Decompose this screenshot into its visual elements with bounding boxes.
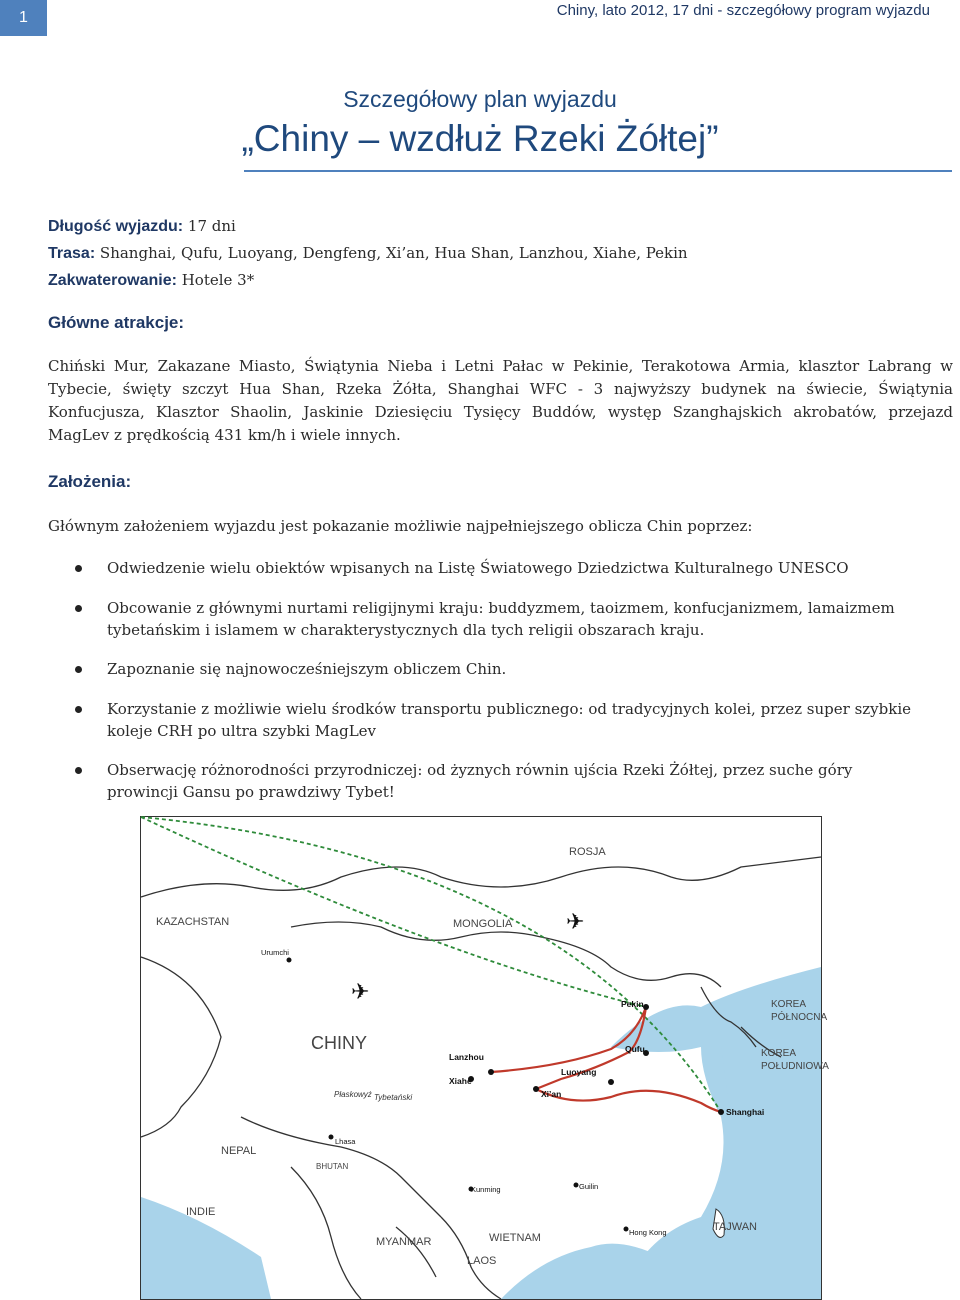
plane-icon: ✈ <box>351 980 370 1005</box>
label-luoyang: Luoyang <box>561 1067 597 1077</box>
attractions-heading: Główne atrakcje: <box>48 313 185 332</box>
label-korea-north-1: KOREA <box>771 999 807 1010</box>
label-plateau-2: Tybetański <box>374 1093 413 1102</box>
bullet-icon <box>75 706 82 713</box>
page-number: 1 <box>0 0 47 36</box>
title-underline <box>244 170 952 172</box>
lodging-line <box>48 270 254 291</box>
label-urumchi: Urumchi <box>261 948 289 957</box>
bullet-icon <box>75 605 82 612</box>
document-subtitle: Szczegółowy plan wyjazdu <box>343 86 617 112</box>
map-svg <box>141 817 829 1299</box>
list-item-text: Odwiedzenie wielu obiektów wpisanych na Listę Światowego Dziedzictwa Kulturalnego UNESCO <box>107 559 849 577</box>
label-korea-south-1: KOREA <box>761 1048 797 1059</box>
label-plateau-1: Płaskowyż <box>334 1090 372 1099</box>
label-kazachstan: KAZACHSTAN <box>156 916 230 928</box>
bullet-icon <box>75 565 82 572</box>
label-rosja: ROSJA <box>569 846 606 858</box>
label-laos: LAOS <box>467 1255 497 1267</box>
label-lanzhou: Lanzhou <box>449 1052 484 1062</box>
list-item-text: Obcowanie z głównymi nurtami religijnymi kraju: buddyzmem, taoizmem, konfucjanizmem, lamaizmem tybetańskim i islamem w charakterystycznych dla tych religii obszarach kraju. <box>107 599 895 639</box>
attractions-text: Chiński Mur, Zakazane Miasto, Świątynia Nieba i Letni Pałac w Pekinie, Terakotowa Armia, klasztor Labrang w Tybecie, święty szczyt Hua Shan, Rzeka Żółta, Shanghai WFC - 3 najwyższy budynek na świecie, Świątynia Konfucjusza, Klasztor Shaolin, Jaskinie Dziesięciu Tysięcy Buddów, występ Szanghajskich akrobatów, przejazd MagLev z prędkością 431 km/h i wiele innych. <box>48 357 953 444</box>
document-title: „Chiny – wzdłuż Rzeki Żółtej” <box>241 118 719 159</box>
length-value: 17 dni <box>187 217 236 235</box>
route-map <box>140 816 829 1300</box>
label-guilin: Guilin <box>579 1182 599 1191</box>
label-myanmar: MYANMAR <box>376 1236 432 1248</box>
running-header: Chiny, lato 2012, 17 dni - szczegółowy program wyjazdu <box>556 2 930 19</box>
label-pekin: Pekin <box>621 999 644 1009</box>
route-value: Shanghai, Qufu, Luoyang, Dengfeng, Xi’an, Hua Shan, Lanzhou, Xiahe, Pekin <box>99 244 688 262</box>
label-mongolia: MONGOLIA <box>453 918 513 930</box>
label-xiahe: Xiahe <box>449 1076 472 1086</box>
route-line <box>48 243 688 264</box>
label-nepal: NEPAL <box>221 1145 257 1157</box>
label-indie: INDIE <box>186 1206 216 1218</box>
list-item <box>48 698 928 742</box>
list-item-text: Korzystanie z możliwie wielu środków transportu publicznego: od tradycyjnych kolei, przez super szybkie koleje CRH po ultra szybki MagLev <box>107 700 912 740</box>
label-hongkong: Hong Kong <box>629 1228 667 1237</box>
list-item <box>48 658 928 680</box>
lodging-value: Hotele 3* <box>181 271 255 289</box>
label-korea-north-2: PÓŁNOCNA <box>771 1012 828 1023</box>
label-tajwan: TAJWAN <box>713 1221 757 1233</box>
assumptions-intro: Głównym założeniem wyjazdu jest pokazanie możliwie najpełniejszego oblicza Chin poprzez: <box>48 517 753 535</box>
route-label: Trasa: <box>48 245 96 262</box>
list-item <box>48 557 928 579</box>
label-kunming: Kunming <box>471 1185 501 1194</box>
label-wietnam: WIETNAM <box>489 1232 541 1244</box>
lodging-label: Zakwaterowanie: <box>48 272 177 289</box>
list-item <box>48 597 928 641</box>
label-qufu: Qufu <box>625 1044 645 1054</box>
length-label: Długość wyjazdu: <box>48 218 184 235</box>
label-bhutan: BHUTAN <box>316 1162 349 1171</box>
list-item-text: Obserwację różnorodności przyrodniczej: od żyznych równin ujścia Rzeki Żółtej, przez suche góry prowincji Gansu po prawdziwy Tybet! <box>107 761 853 801</box>
bullet-icon <box>75 666 82 673</box>
label-shanghai: Shanghai <box>726 1107 765 1117</box>
plane-icon: ✈ <box>566 910 585 935</box>
flight-routes <box>141 817 721 1112</box>
sea-south <box>501 1244 661 1299</box>
bullet-icon <box>75 767 82 774</box>
label-chiny: CHINY <box>311 1033 368 1053</box>
label-xian: Xi’an <box>541 1089 562 1099</box>
list-item <box>48 759 928 803</box>
list-item-text: Zapoznanie się najnowocześniejszym obliczem Chin. <box>107 660 507 678</box>
assumptions-heading: Założenia: <box>48 472 132 491</box>
label-lhasa: Lhasa <box>335 1137 356 1146</box>
label-korea-south-2: POŁUDNIOWA <box>761 1061 829 1072</box>
length-line <box>48 216 236 237</box>
